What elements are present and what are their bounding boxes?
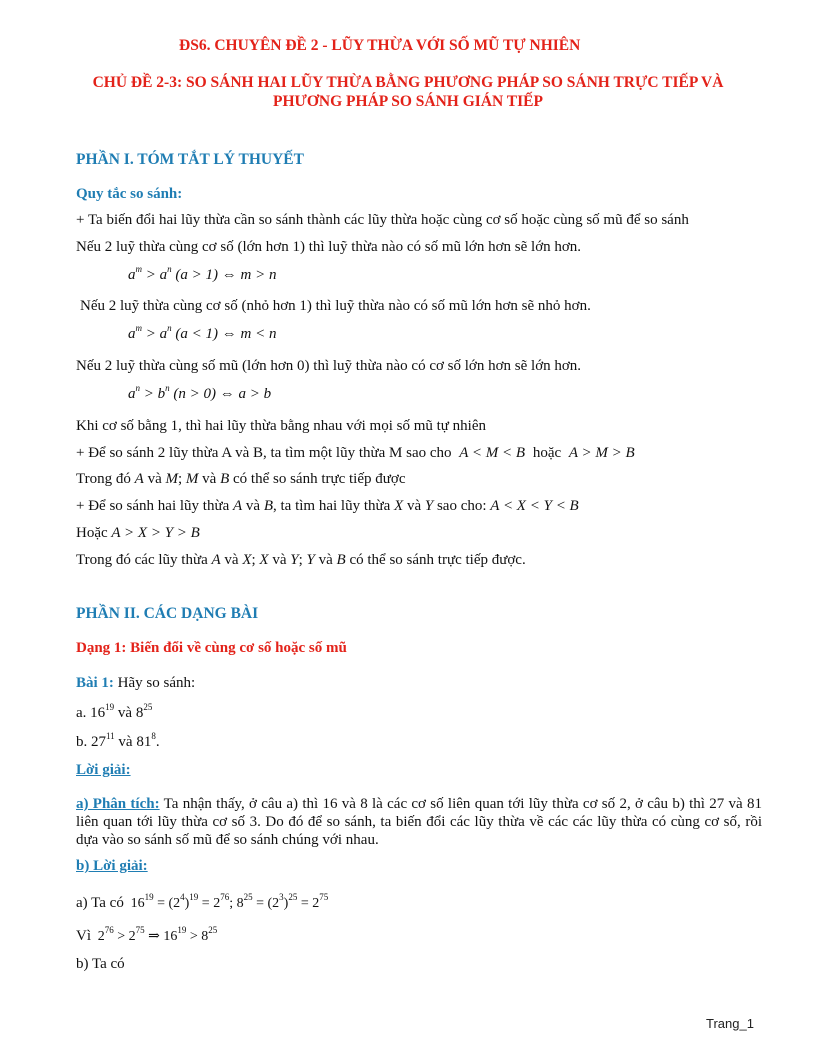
solution-heading: Lời giải: — [76, 762, 131, 778]
exercise-1: Bài 1: Hãy so sánh: — [76, 675, 196, 691]
rule-line-5: Khi cơ số bằng 1, thì hai lũy thừa bằng nhau với mọi số mũ tự nhiên — [76, 418, 486, 434]
exercise-1-b: b. $27^{11}$ và $81^8$. — [76, 731, 160, 750]
analysis-paragraph: a) Phân tích: Ta nhận thấy, ở câu a) thì 16 và 8 là các cơ số liên quan tới lũy thừa cơ số 2, ở câu b) thì 27 và 81 liên quan tới lũy thừa cơ số 3. Do đó để so sánh, ta biến đổi các lũy thừa về các các lũy thừa có cùng cơ số, rồi dựa vào so sánh số mũ để so sánh chúng với nhau. — [76, 796, 762, 848]
page-number: Trang_1 — [706, 1016, 754, 1031]
solution-b-line: b) Ta có — [76, 956, 125, 972]
formula-2: $a^m > a^n$ (a < 1) ⇔ m < n — [128, 323, 277, 342]
part2-heading: PHẦN II. CÁC DẠNG BÀI — [76, 605, 259, 622]
rule-line-8: + Để so sánh hai lũy thừa A và B, ta tìm hai lũy thừa X và Y sao cho: A < X < Y < B — [76, 498, 579, 514]
solution-b-heading: b) Lời giải: — [76, 858, 148, 874]
rule-line-6: + Để so sánh 2 lũy thừa A và B, ta tìm một lũy thừa M sao cho A < M < B hoặc A > M > B — [76, 445, 635, 461]
topic-title: CHỦ ĐỀ 2-3: SO SÁNH HAI LŨY THỪA BẰNG PHƯƠNG PHÁP SO SÁNH TRỰC TIẾP VÀ PHƯƠNG PHÁP SO SÁNH GIÁN TIẾP — [92, 74, 724, 110]
rule-heading: Quy tắc so sánh: — [76, 186, 183, 202]
because-line: Vì $2^{76} > 2^{75}$ ⇒ $16^{19} > 8^{25}$ — [76, 925, 218, 944]
part1-heading: PHẦN I. TÓM TẮT LÝ THUYẾT — [76, 151, 304, 168]
rule-line-1: + Ta biến đổi hai lũy thừa cần so sánh thành các lũy thừa hoặc cùng cơ số hoặc cùng số mũ để so sánh — [76, 212, 689, 228]
exercise-1-a: a. $16^{19}$ và $8^{25}$ — [76, 702, 153, 721]
rule-line-3: Nếu 2 luỹ thừa cùng cơ số (nhỏ hơn 1) thì luỹ thừa nào có số mũ lớn hơn sẽ nhỏ hơn. — [80, 298, 591, 314]
rule-line-9: Hoặc A > X > Y > B — [76, 525, 200, 541]
formula-1: $a^m > a^n$ (a > 1) ⇔ m > n — [128, 264, 277, 283]
document-title: ĐS6. CHUYÊN ĐỀ 2 - LŨY THỪA VỚI SỐ MŨ TỰ NHIÊN — [179, 37, 581, 54]
solution-a-line: a) Ta có $16^{19} = (2^4)^{19} = 2^{76}$; $8^{25} = (2^3)^{25} = 2^{75}$ — [76, 892, 329, 911]
formula-3: $a^n > b^n$ (n > 0) ⇔ a > b — [128, 383, 272, 402]
rule-line-2: Nếu 2 luỹ thừa cùng cơ số (lớn hơn 1) thì luỹ thừa nào có số mũ lớn hơn sẽ lớn hơn. — [76, 239, 582, 255]
analysis-label: a) Phân tích: — [76, 796, 160, 812]
dang1-heading: Dạng 1: Biến đổi về cùng cơ số hoặc số mũ — [76, 640, 347, 656]
exercise-1-label: Bài 1: — [76, 675, 114, 691]
rule-line-4: Nếu 2 luỹ thừa cùng số mũ (lớn hơn 0) thì luỹ thừa nào có cơ số lớn hơn sẽ lớn hơn. — [76, 358, 582, 374]
rule-line-10: Trong đó các lũy thừa A và X; X và Y; Y và B có thể so sánh trực tiếp được. — [76, 552, 526, 568]
rule-line-7: Trong đó A và M; M và B có thể so sánh trực tiếp được — [76, 471, 406, 487]
